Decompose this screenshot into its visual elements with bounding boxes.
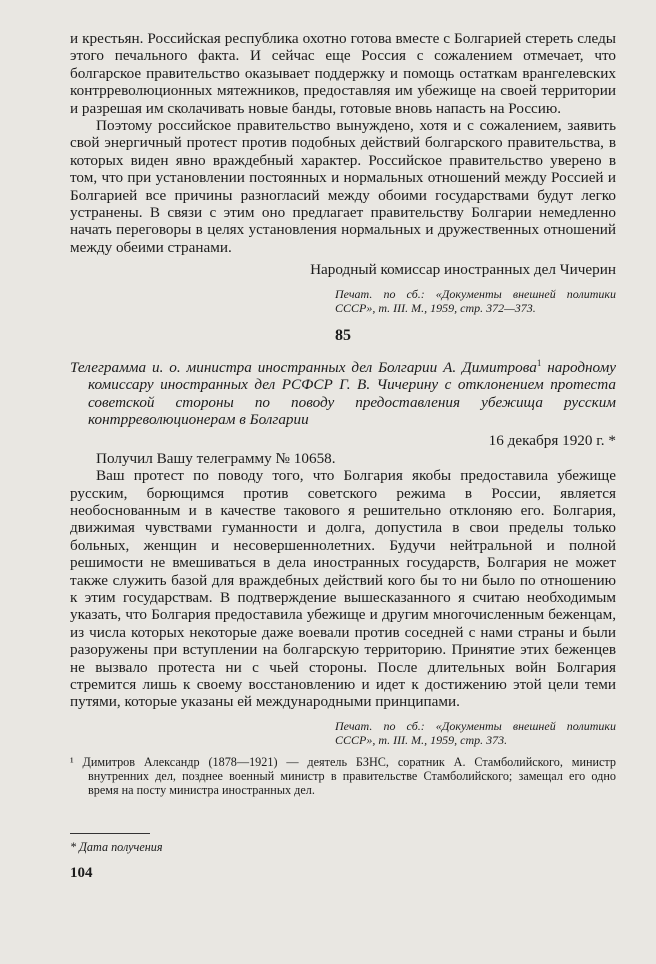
footnote-star: * Дата получения — [70, 839, 163, 854]
document-number: 85 — [335, 326, 351, 344]
body-paragraph-3: Получил Вашу телеграмму № 10658. — [96, 449, 336, 467]
document-date: 16 декабря 1920 г. * — [488, 432, 616, 450]
source-citation-2: Печат. по сб.: «Документы внешней политики СССР», т. III. М., 1959, стр. 373. — [335, 718, 616, 747]
footnote-divider — [70, 833, 150, 834]
signature-chicherin: Народный комиссар иностранных дел Чичерин — [310, 261, 616, 279]
document-title-rest: народному комиссару иностранных дел РСФСР Г. В. Чичерину с отклонением протеста советской стороны по поводу предоставления убежища русским контрреволюционерам в Болгарии — [88, 358, 616, 428]
source-citation-1: Печат. по сб.: «Документы внешней политики СССР», т. III. М., 1959, стр. 372—373. — [335, 286, 616, 315]
document-title-main: Телеграмма и. о. министра иностранных дел Болгарии А. Димитрова — [70, 358, 537, 376]
body-paragraph-4: Ваш протест по поводу того, что Болгария якобы предоставила убежище русским, борющимся против советского режима в России, является необоснованным и в качестве такового я решительно отклоняю его. Болгария, движимая чувствами гуманности и долга, допустила в свои пределы только больных, женщин и несовершеннолетних. Будучи нейтральной и полной решимости не вмешиваться в дела иностранных государств, Болгария не может также служить базой для враждебных действий кого бы то ни было по отношению к этим государствам. В подтверждение вышесказанного я считаю необходимым указать, что Болгария предоставила убежище и другим многочисленным беженцам, из числа которых некоторые даже воевали против соседней с нами страны и были разоружены при вступлении на болгарскую территорию. Принятие этих беженцев не вызвало протеста ни с чьей стороны. После длительных войн Болгария стремится лишь к своему восстановлению и идет к достижению этой цели теми путями, которые указаны ей международными принципами. — [70, 467, 616, 711]
body-paragraph-2: Поэтому российское правительство вынуждено, хотя и с сожалением, заявить свой энергичный протест против подобных действий болгарского правительства, в которых виден явно враждебный характер. Российское правительство уверено в том, что при установлении постоянных и нормальных отношений между Россией и Болгарией все причины разногласий между обоими государствами будут легко устранены. В связи с этим оно предлагает правительству Болгарии немедленно начать переговоры в целях установления нормальных и дружественных отношений между обеими странами. — [70, 117, 616, 256]
document-title — [70, 355, 616, 429]
footnote-1: ¹ Димитров Александр (1878—1921) — деятель БЗНС, соратник А. Стамболийского, министр внутренних дел, позднее военный министр в правительстве Стамболийского; замещал его одно время на посту министра иностранных дел. — [70, 754, 616, 797]
footnote-ref-1: 1 — [536, 357, 542, 368]
body-paragraph-1: и крестьян. Российская республика охотно готова вместе с Болгарией стереть следы этого печального факта. И сейчас еще Россия с сожалением отмечает, что болгарское правительство оказывает поддержку и помощь остаткам врангелевских контрреволюционных мятежников, предоставляя им убежище на своей территории и разрешая им сколачивать новые банды, готовые вновь напасть на Россию. — [70, 30, 616, 117]
page-number: 104 — [70, 864, 93, 881]
